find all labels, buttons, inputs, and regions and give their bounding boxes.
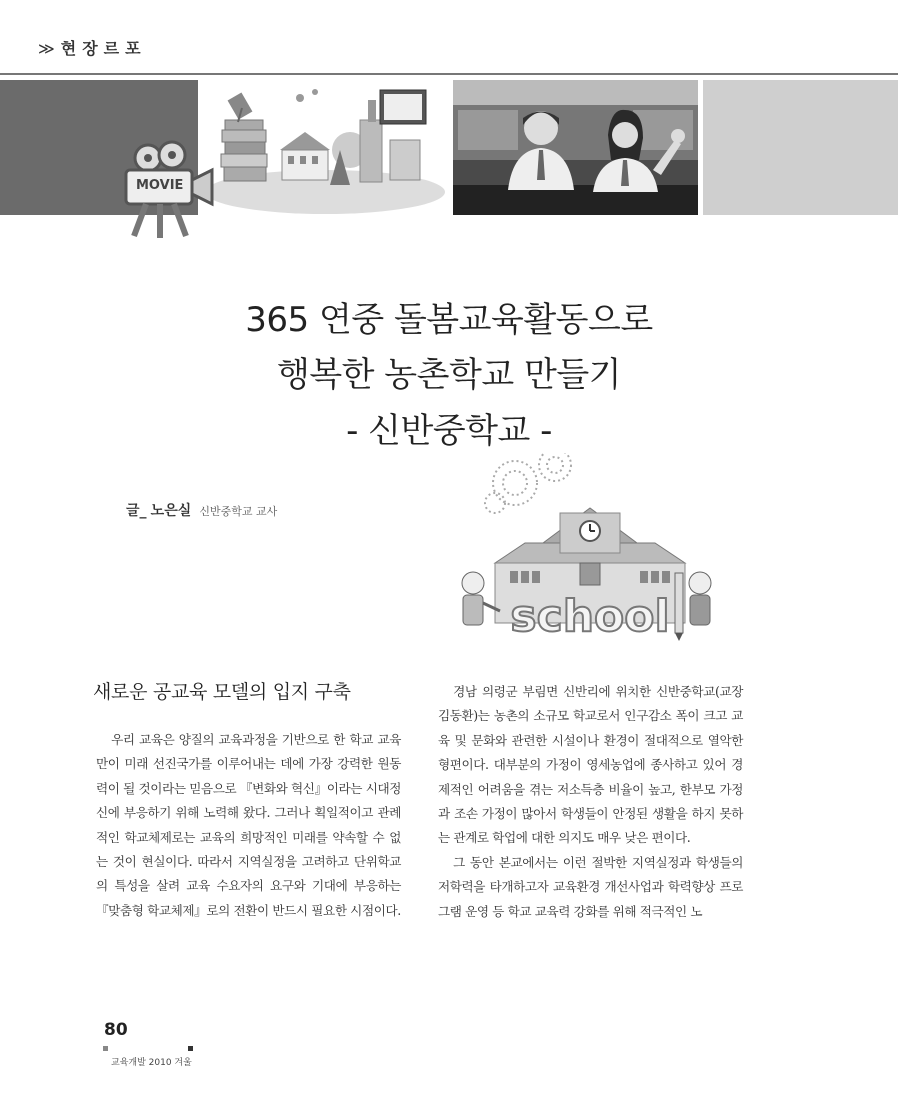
right-paragraph-1: 경남 의령군 부림면 신반리에 위치한 신반중학교(교장 김동환)는 농촌의 소규모 학교로서 인구감소 폭이 크고 교육 및 문화와 관련한 시설이나 환경이 절대적으로 열악한 형편이다. 대부분의 가정이 영세농업에 종사하고 있어 경제적인 어려움을 겪는 저소득층 비율이 높고, 한부모 가정과 조손 가정이 많아서 학생들이 안정된 생활을 하지 못하는 관계로 학업에 대한 의지도 매우 낮은 편이다. (438, 684, 743, 846)
movie-camera-icon (120, 140, 230, 240)
left-column (96, 728, 401, 923)
school-sign-text: school (510, 591, 670, 642)
publication-footer: 교육개발 2010 겨울 (111, 1058, 192, 1068)
page-number: 80 (104, 1020, 128, 1040)
section-tag (38, 36, 147, 59)
banner-right-panel (703, 80, 898, 215)
article-title-line3: - 신반중학교 - (346, 411, 552, 451)
section-heading: 새로운 공교육 모델의 입지 구축 (93, 681, 351, 703)
byline (126, 500, 277, 520)
banner-school-illustration (200, 80, 450, 215)
header-rule (0, 73, 898, 75)
right-column (438, 680, 743, 924)
section-tag-label: 현장르포 (60, 39, 147, 58)
school-illustration (455, 453, 725, 643)
article-title-line1: 365 연중 돌봄교육활동으로 (245, 300, 653, 340)
double-chevron-icon: ≫ (38, 39, 55, 58)
right-paragraph-2: 그 동안 본교에서는 이런 절박한 지역실정과 학생들의 저학력을 타개하고자 교육환경 개선사업과 학력향상 프로그램 운영 등 학교 교육력 강화를 위해 적극적인 노 (438, 854, 743, 919)
left-paragraph: 우리 교육은 양질의 교육과정을 기반으로 한 학교 교육만이 미래 선진국가를 이루어내는 데에 가장 강력한 원동력이 될 것이라는 믿음으로 『변화와 혁신』이라는 시대정신에 부응하기 위해 노력해 왔다. 그러나 획일적이고 관례적인 학교체제로는 교육의 희망적인 미래를 약속할 수 없는 것이 현실이다. 따라서 지역실정을 고려하고 단위학교의 특성을 살려 교육 수요자의 요구와 기대에 부응하는『맞춤형 학교체제』로의 전환이 반드시 필요한 시점이다. (96, 732, 401, 918)
banner-students-photo (453, 80, 698, 215)
author-name: 노은실 (150, 503, 192, 519)
author-affiliation: 신반중학교 교사 (199, 505, 278, 518)
footer-square-left (103, 1046, 108, 1051)
byline-prefix: 글_ (126, 503, 147, 519)
article-title-line2: 행복한 농촌학교 만들기 (276, 355, 622, 395)
footer-square-right (188, 1046, 193, 1051)
movie-label: MOVIE (136, 178, 184, 193)
